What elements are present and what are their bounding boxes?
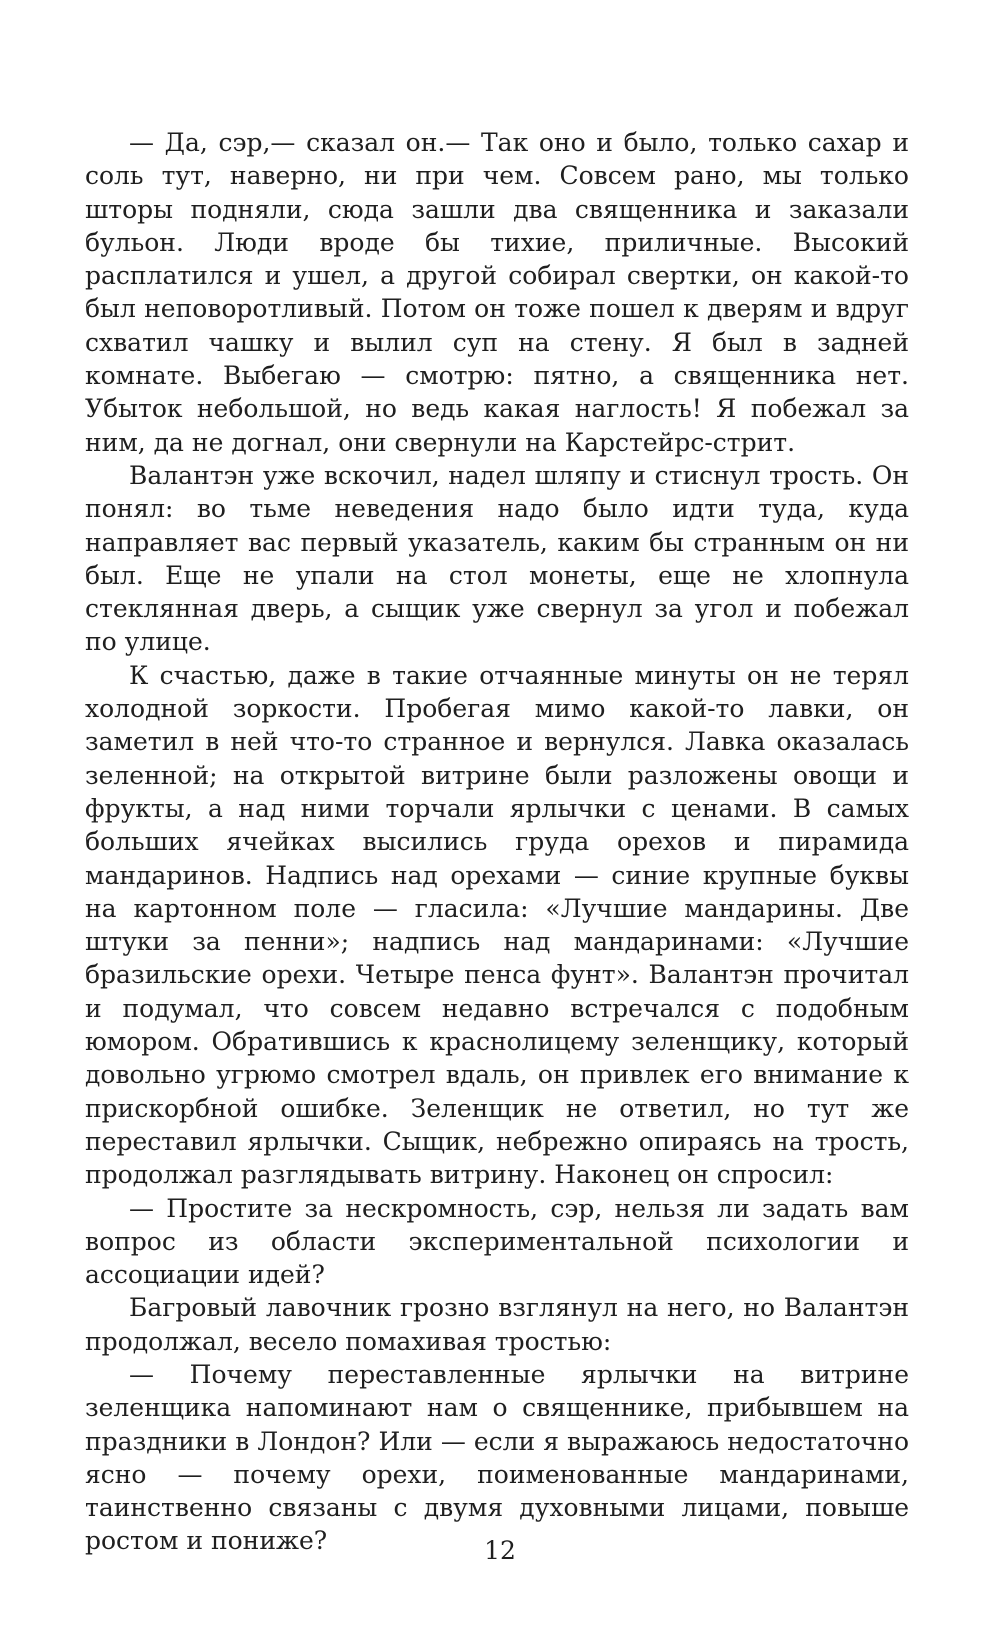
paragraph-3: К счастью, даже в такие отчаянные минуты он не терял холодной зоркости. Пробегая мимо какой-то лавки, он заметил в ней что-то странное и вернулся. Лавка оказалась зеленной; на открытой витрине были разложены овощи и фрукты, а над ними торчали ярлычки с ценами. В самых больших ячейках высились груда орехов и пирамида мандаринов. Надпись над орехами — синие крупные буквы на картонном поле — гласила: «Лучшие мандарины. Две штуки за пенни»; надпись над мандаринами: «Лучшие бразильские орехи. Четыре пенса фунт». Валантэн прочитал и подумал, что совсем недавно встречался с подобным юмором. Обратившись к краснолицему зеленщику, который довольно угрюмо смотрел вдаль, он привлек его внимание к прискорбной ошибке. Зеленщик не ответил, но тут же переставил ярлычки. Сыщик, небрежно опираясь на трость, продолжал разглядывать витрину. Наконец он спросил: <box>85 660 909 1190</box>
paragraph-6: — Почему переставленные ярлычки на витрине зеленщика напоминают нам о священнике, прибывшем на праздники в Лондон? Или — если я выражаюсь недостаточно ясно — почему орехи, поименованные мандаринами, таинственно связаны с двумя духовными лицами, повыше ростом и пониже? <box>85 1359 909 1556</box>
page-number: 12 <box>484 1536 516 1565</box>
body-text <box>85 126 909 1558</box>
paragraph-5: Багровый лавочник грозно взглянул на него, но Валантэн продолжал, весело помахивая тростью: <box>85 1293 909 1356</box>
paragraph-4: — Простите за нескромность, сэр, нельзя ли задать вам вопрос из области экспериментальной психологии и ассоциации идей? <box>85 1193 909 1290</box>
paragraph-2: Валантэн уже вскочил, надел шляпу и стиснул трость. Он понял: во тьме неведения надо было идти туда, куда направляет вас первый указатель, каким бы странным он ни был. Еще не упали на стол монеты, еще не хлопнула стеклянная дверь, а сыщик уже свернул за угол и побежал по улице. <box>85 460 909 657</box>
paragraph-1: — Да, сэр,— сказал он.— Так оно и было, только сахар и соль тут, наверно, ни при чем. Совсем рано, мы только шторы подняли, сюда зашли два священника и заказали бульон. Люди вроде бы тихие, приличные. Высокий расплатился и ушел, а другой собирал свертки, он какой-то был неповоротливый. Потом он тоже пошел к дверям и вдруг схватил чашку и вылил суп на стену. Я был в задней комнате. Выбегаю — смотрю: пятно, а священника нет. Убыток небольшой, но ведь какая наглость! Я побежал за ним, да не догнал, они свернули на Карстейрс-стрит. <box>85 128 909 457</box>
